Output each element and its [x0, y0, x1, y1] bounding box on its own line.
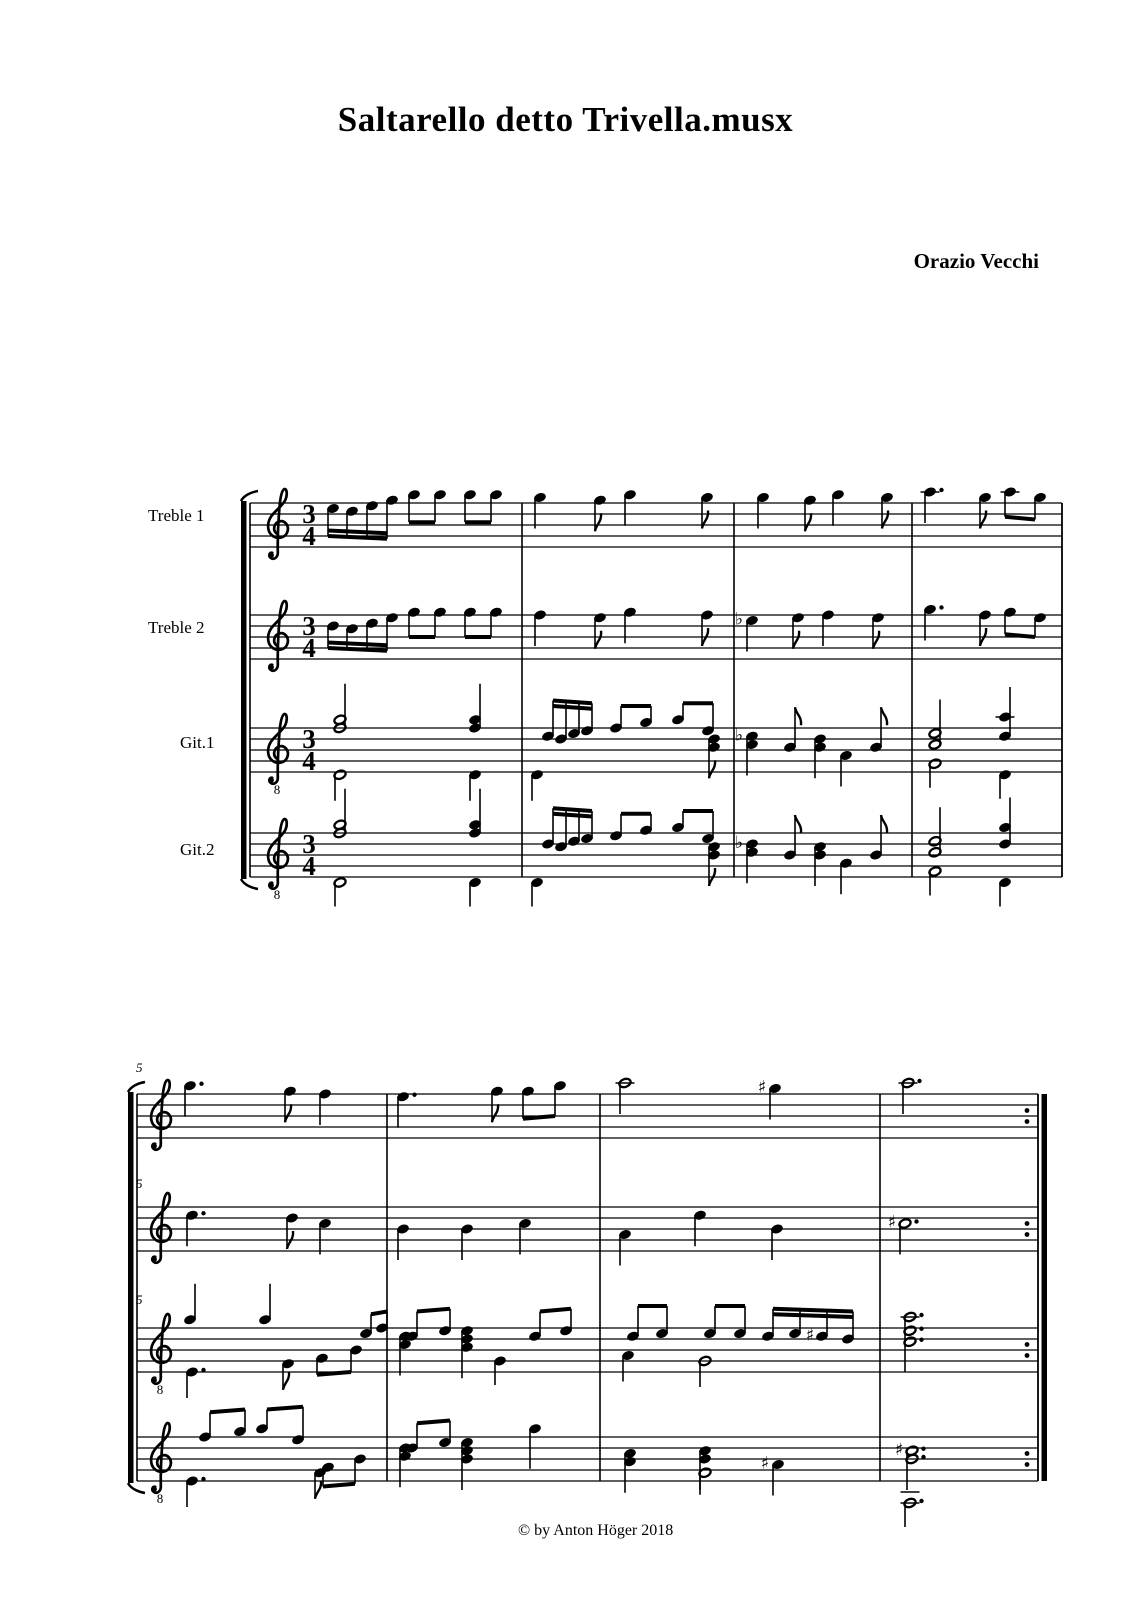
page-title: Saltarello detto Trivella.musx	[337, 100, 794, 139]
svg-text:3: 3	[302, 829, 316, 859]
instrument-label-treble1: Treble 1	[148, 506, 205, 525]
measure-number: 5	[136, 1176, 143, 1191]
measure-number: 5	[136, 1060, 143, 1075]
svg-text:♯: ♯	[760, 1453, 770, 1474]
svg-text:8: 8	[156, 1491, 164, 1506]
composer-name: Orazio Vecchi	[913, 249, 1039, 273]
svg-text:4: 4	[302, 746, 316, 776]
svg-text:8: 8	[273, 782, 281, 797]
svg-text:3: 3	[302, 499, 316, 529]
svg-text:♭: ♭	[734, 833, 744, 853]
svg-text:♭: ♭	[734, 725, 744, 746]
svg-text:8: 8	[156, 1382, 164, 1397]
svg-text:4: 4	[302, 633, 316, 663]
svg-text:4: 4	[302, 851, 316, 881]
svg-text:♯: ♯	[757, 1077, 767, 1098]
instrument-label-git1: Git.1	[180, 733, 215, 752]
svg-text:♯: ♯	[805, 1325, 815, 1346]
svg-text:♯: ♯	[894, 1439, 904, 1460]
svg-text:3: 3	[302, 611, 316, 641]
copyright-footer: © by Anton Höger 2018	[518, 1522, 674, 1539]
svg-text:♯: ♯	[887, 1212, 897, 1233]
system-1	[241, 486, 1062, 906]
svg-text:8: 8	[273, 887, 281, 902]
system-2	[128, 1077, 1047, 1527]
measure-number: 5	[136, 1292, 143, 1307]
svg-text:♭: ♭	[734, 609, 744, 630]
instrument-label-git2: Git.2	[180, 840, 215, 859]
svg-text:4: 4	[302, 521, 316, 551]
instrument-label-treble2: Treble 2	[148, 618, 205, 637]
svg-text:3: 3	[302, 724, 316, 754]
